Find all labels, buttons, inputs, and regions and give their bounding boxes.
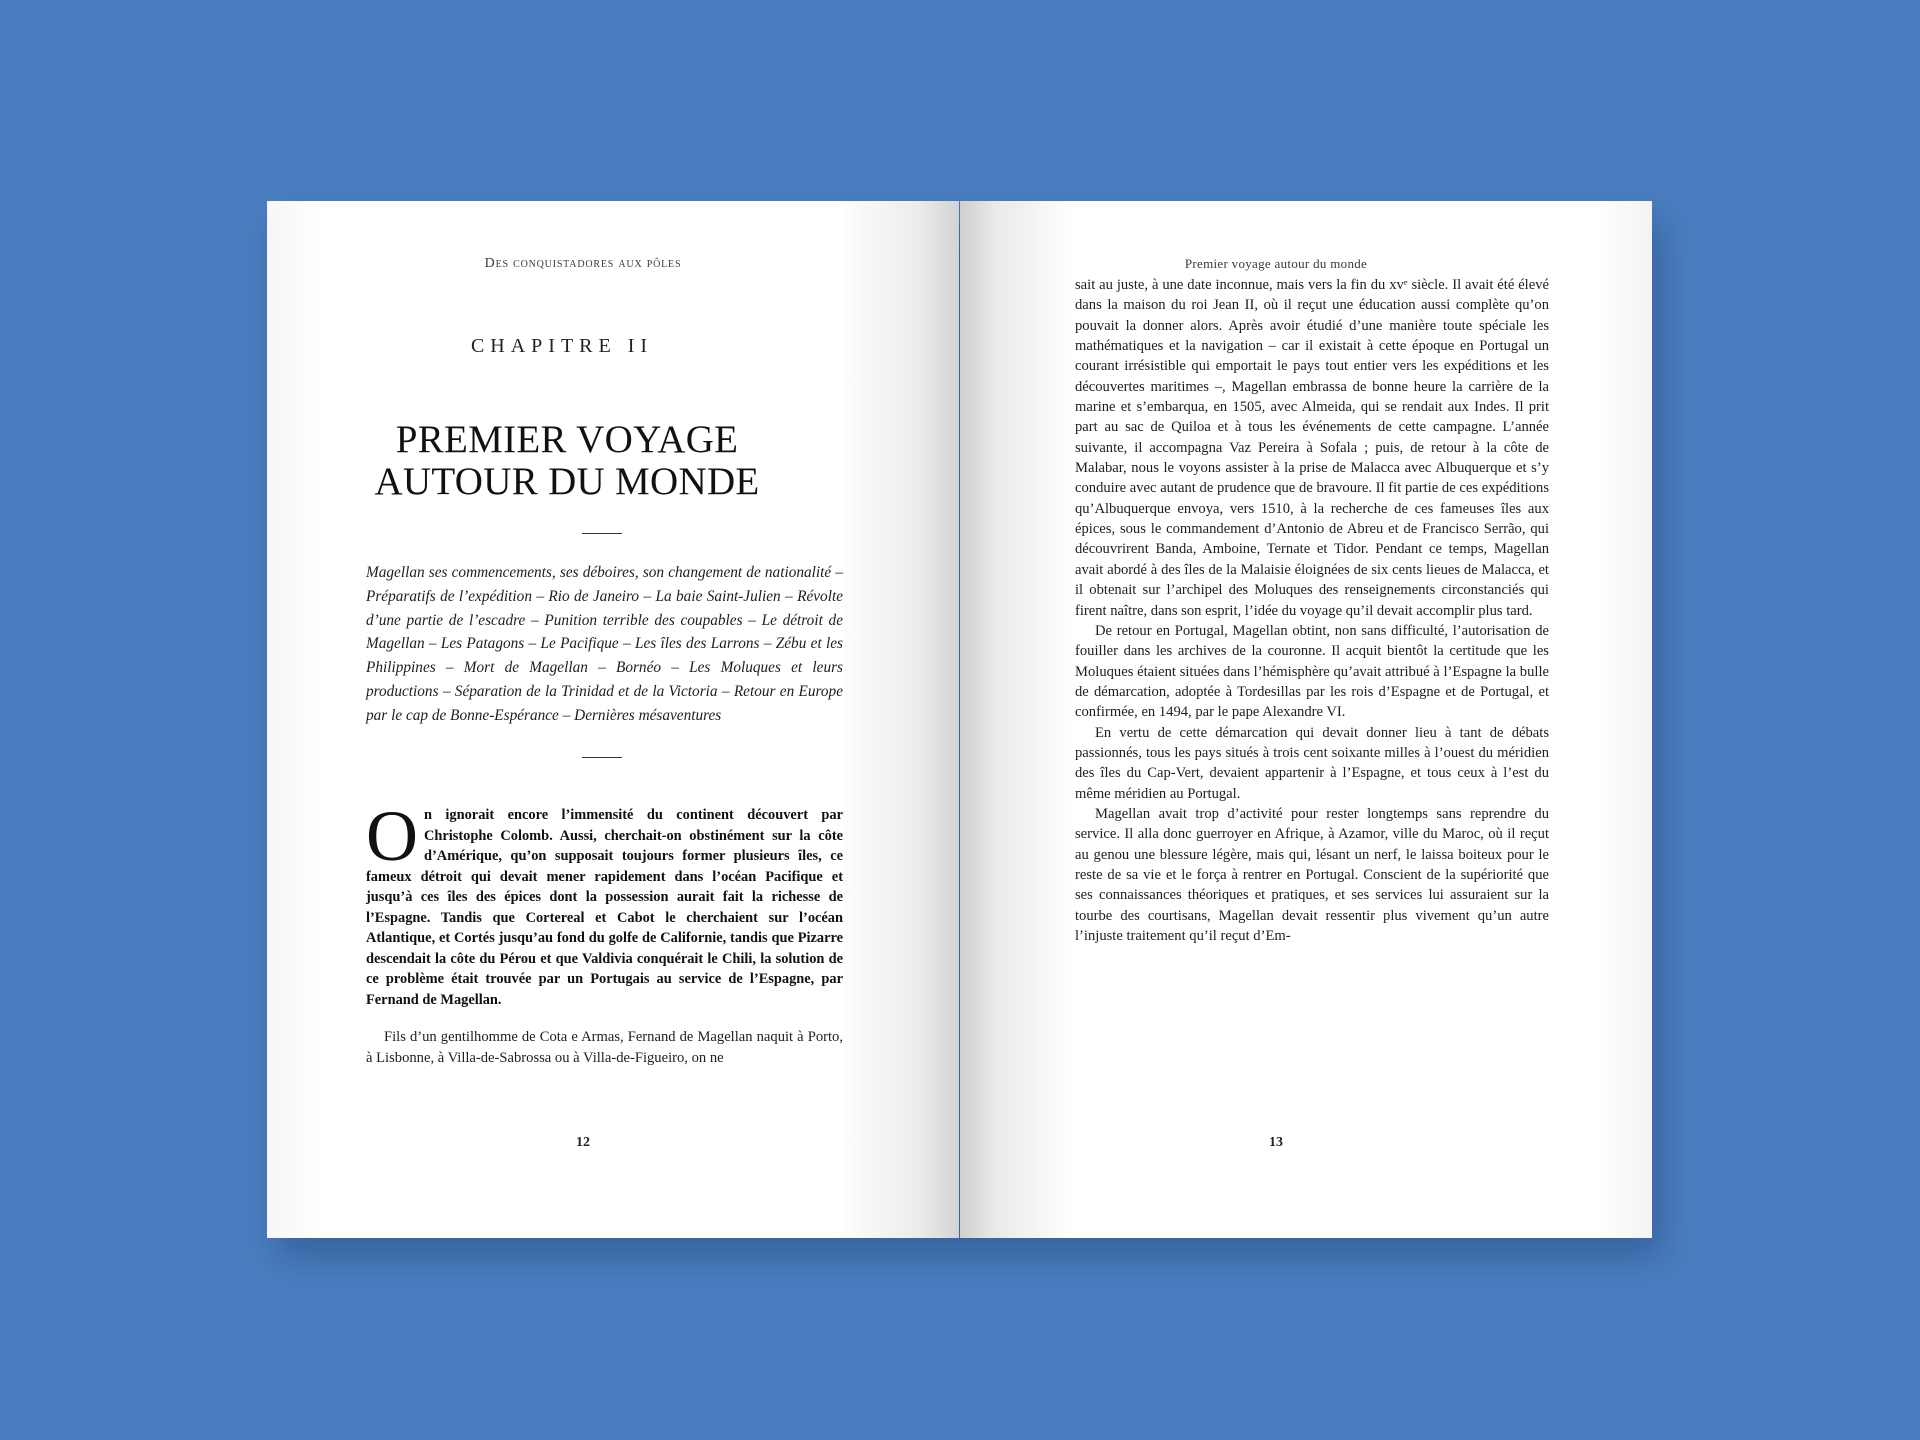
chapter-label: CHAPITRE II: [470, 335, 654, 357]
title-divider: [582, 533, 622, 534]
body-paragraph: Magellan avait trop d’activité pour rester longtemps sans reprendre du service. Il alla donc guerroyer en Afrique, à Azamor, ville du Maroc, où il reçut au genou une blessure légère, mais qui, lésant un nerf, le laissa boiteux pour le reste de sa vie et le força à rentrer en Portugal. Conscient de la supériorité que ses connaissances théoriques et pratiques, et ses services lui assuraient sur la tourbe des courtisans, Magellan devait ressentir plus vivement qu’un autre l’injuste traitement qu’il reçut d’Em-: [1075, 805, 1549, 944]
page-number-left: 12: [576, 1135, 590, 1150]
summary-divider: [582, 757, 622, 758]
running-head-right: Premier voyage autour du monde: [1184, 256, 1368, 271]
page-number-right: 13: [1269, 1135, 1283, 1150]
chapter-title: [327, 419, 807, 503]
body-paragraph-left: Fils d’un gentilhomme de Cota e Armas, Fernand de Magellan naquit à Porto, à Lisbonne, à Villa-de-Sabrossa ou à Villa-de-Figueiro, on ne: [366, 1029, 843, 1066]
chapter-title-line1: PREMIER VOYAGE: [395, 418, 739, 461]
body-paragraph: En vertu de cette démarcation qui devait donner lieu à tant de débats passionnés, tous les pays situés à trois cent soixante milles à l’ouest du méridien des îles du Cap-Vert, devaient appartenir à l’Espagne, et tous ceux à l’est du même méridien au Portugal.: [1075, 724, 1549, 802]
chapter-title-line2: AUTOUR DU MONDE: [374, 460, 760, 503]
lead-paragraph: [366, 796, 843, 1010]
chapter-summary: Magellan ses commencements, ses déboires, son changement de nationalité – Préparatifs de l’expédition – Rio de Janeiro – La baie Saint-Julien – Révolte d’une partie de l’escadre – Punition terrible des coupables – Le détroit de Magellan – Les Patagons – Le Pacifique – Les îles des Larrons – Zébu et les Philippines – Mort de Magellan – Bornéo – Les Moluques et leurs productions – Séparation de la Trinidad et de la Victoria – Retour en Europe par le cap de Bonne-Espérance – Dernières mésaventures: [366, 564, 843, 724]
lead-text: n ignorait encore l’immensité du continent découvert par Christophe Colomb. Aussi, cherchait-on obstinément sur la côte d’Amérique, qu’on supposait toujours former plusieurs îles, ce fameux détroit qui devait mener rapidement dans l’océan Pacifique et jusqu’à ces îles des épices dont la possession aurait fait la richesse de l’Espagne. Tandis que Cortereal et Cabot le cherchaient sur l’océan Atlantique, et Cortés jusqu’au fond du golfe de Californie, tandis que Pizarre descendait la côte du Pérou et que Valdivia conquérait le Chili, la solution de ce problème était trouvée par un Portugais au service de l’Espagne, par Fernand de Magellan.: [366, 807, 843, 1008]
left-page: [267, 201, 959, 1238]
drop-cap: O: [366, 796, 418, 876]
body-text-right: [1075, 275, 1549, 946]
running-head-left: Des conquistadores aux pôles: [484, 256, 682, 271]
right-page: [960, 201, 1652, 1238]
body-paragraph: De retour en Portugal, Magellan obtint, non sans difficulté, l’autorisation de fouiller dans les archives de la couronne. Il acquit bientôt la certitude que les Moluques étaient situées dans l’hémisphère qu’avait attribué à l’Espagne la bulle de démarcation, adoptée à Tordesillas par les rois d’Espagne et de Portugal, et confirmée, en 1494, par le pape Alexandre VI.: [1075, 622, 1549, 721]
book-spread: [267, 201, 1652, 1238]
body-paragraph: sait au juste, à une date inconnue, mais vers la fin du xvᵉ siècle. Il avait été élevé dans la maison du roi Jean II, où il reçut une éducation aussi complète qu’on pouvait la donner alors. Après avoir étudié d’une manière toute spéciale les mathématiques et la navigation – car il existait à cette époque en Portugal un courant irrésistible qui emportait le pays tout entier vers les expéditions et les découvertes maritimes –, Magellan embrassa de bonne heure la carrière de la marine et s’embarqua, en 1505, avec Almeida, qui se rendait aux Indes. Il prit part au sac de Quiloa et à tous les événements de cette campagne. L’année suivante, il accompagna Vaz Pereira à Sofala ; puis, de retour à la côte de Malabar, nous le voyons assister à la prise de Malacca avec Albuquerque et s’y conduire avec autant de prudence que de bravoure. Il fit partie de ces expéditions qu’Albuquerque envoya, vers 1510, à la recherche de ces fameuses îles aux épices, sous le commandement d’Antonio de Abreu et de Francisco Serrão, qui découvrirent Banda, Amboine, Ternate et Tidor. Pendant ce temps, Magellan avait abordé à des îles de la Malaisie éloignées de six cents lieues de Malacca, et il obtenait sur l’archipel des Moluques des renseignements circonstanciés qui firent naître, dans son esprit, l’idée du voyage qu’il devait accomplir plus tard.: [1075, 277, 1549, 619]
